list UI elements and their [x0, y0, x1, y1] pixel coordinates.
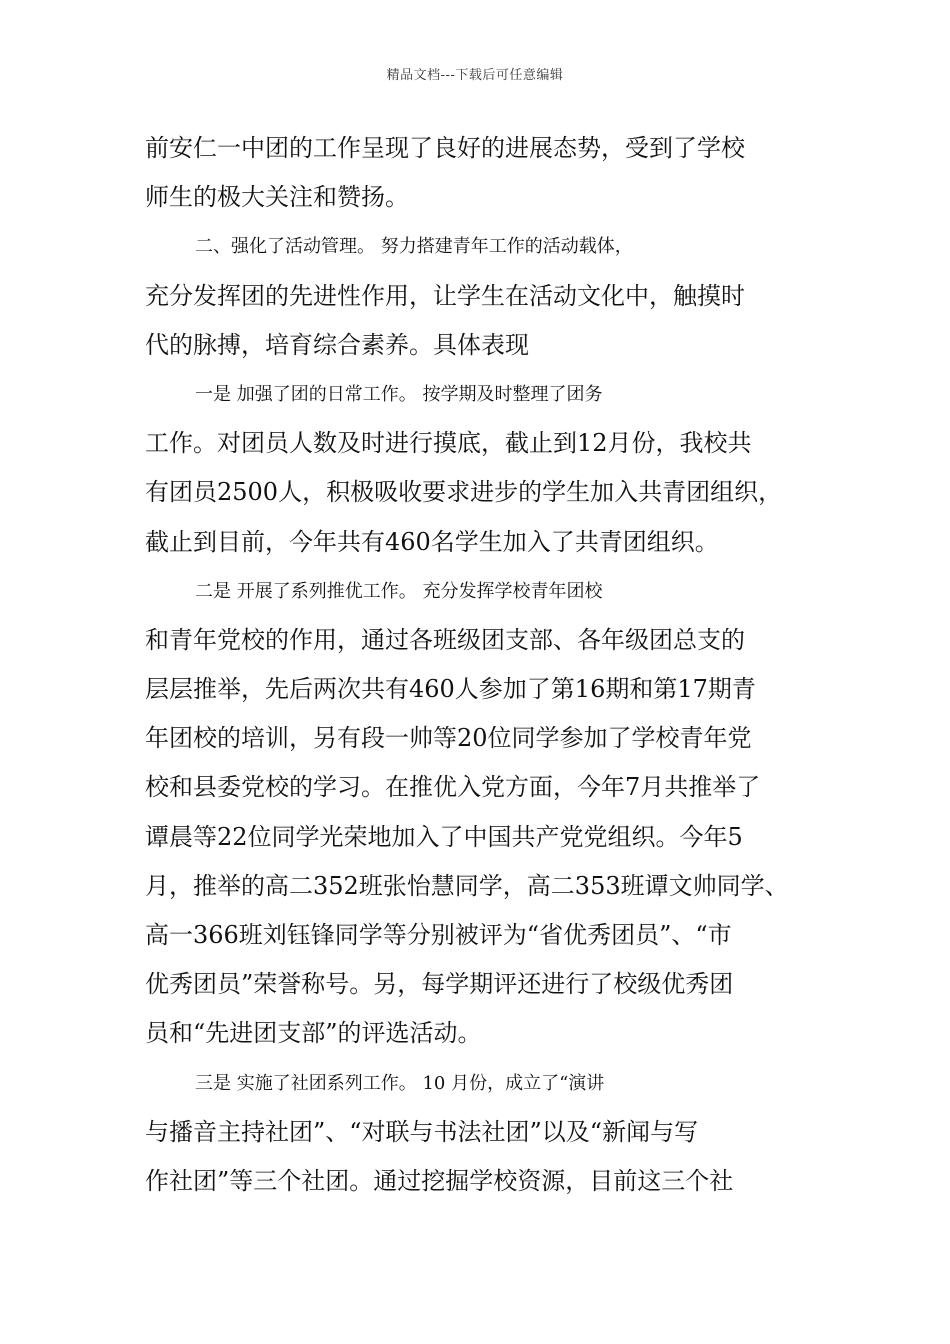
text-line: 二是 开展了系列推优工作。 充分发挥学校青年团校 — [195, 580, 603, 602]
text-line: 有团员2500人，积极吸收要求进步的学生加入共青团组织， — [145, 478, 783, 507]
text-line: 高一366班刘钰锋同学等分别被评为“省优秀团员”、“市 — [145, 921, 732, 949]
text-line: 和青年党校的作用，通过各班级团支部、各年级团总支的 — [145, 625, 745, 654]
text-line: 校和县委党校的学习。在推优入党方面，今年7月共推举了 — [145, 773, 761, 802]
text-line: 层层推举，先后两次共有460人参加了第16期和第17期青 — [145, 675, 756, 704]
page-header: 精品文档---下载后可任意编辑 — [386, 68, 564, 83]
text-line: 月，推举的高二352班张怡慧同学，高二353班谭文帅同学、 — [145, 871, 789, 900]
text-line: 与播音主持社团”、“对联与书法社团”以及“新闻与写 — [145, 1117, 699, 1146]
text-line: 优秀团员”荣誉称号。另，每学期评还进行了校级优秀团 — [145, 970, 734, 999]
text-line: 截止到目前，今年共有460名学生加入了共青团组织。 — [145, 527, 719, 556]
text-line: 二、强化了活动管理。 努力搭建青年工作的活动载体， — [195, 236, 633, 258]
document-body — [145, 124, 815, 1206]
text-line: 代的脉搏，培育综合素养。具体表现 — [145, 330, 529, 359]
text-line: 员和“先进团支部”的评选活动。 — [145, 1019, 482, 1048]
text-line: 充分发挥团的先进性作用，让学生在活动文化中，触摸时 — [145, 281, 745, 310]
text-line: 作社团”等三个社团。通过挖掘学校资源，目前这三个社 — [145, 1166, 734, 1195]
text-line: 谭晨等22位同学光荣地加入了中国共产党党组织。今年5 — [145, 822, 743, 851]
text-line: 年团校的培训，另有段一帅等20位同学参加了学校青年党 — [145, 724, 752, 753]
text-line: 师生的极大关注和赞扬。 — [145, 183, 409, 212]
text-line: 三是 实施了社团系列工作。 10 月份，成立了“演讲 — [195, 1072, 605, 1094]
text-line: 一是 加强了团的日常工作。 按学期及时整理了团务 — [195, 383, 603, 405]
text-line: 工作。对团员人数及时进行摸底，截止到12月份，我校共 — [145, 429, 752, 458]
text-line: 前安仁一中团的工作呈现了良好的进展态势，受到了学校 — [145, 134, 745, 162]
